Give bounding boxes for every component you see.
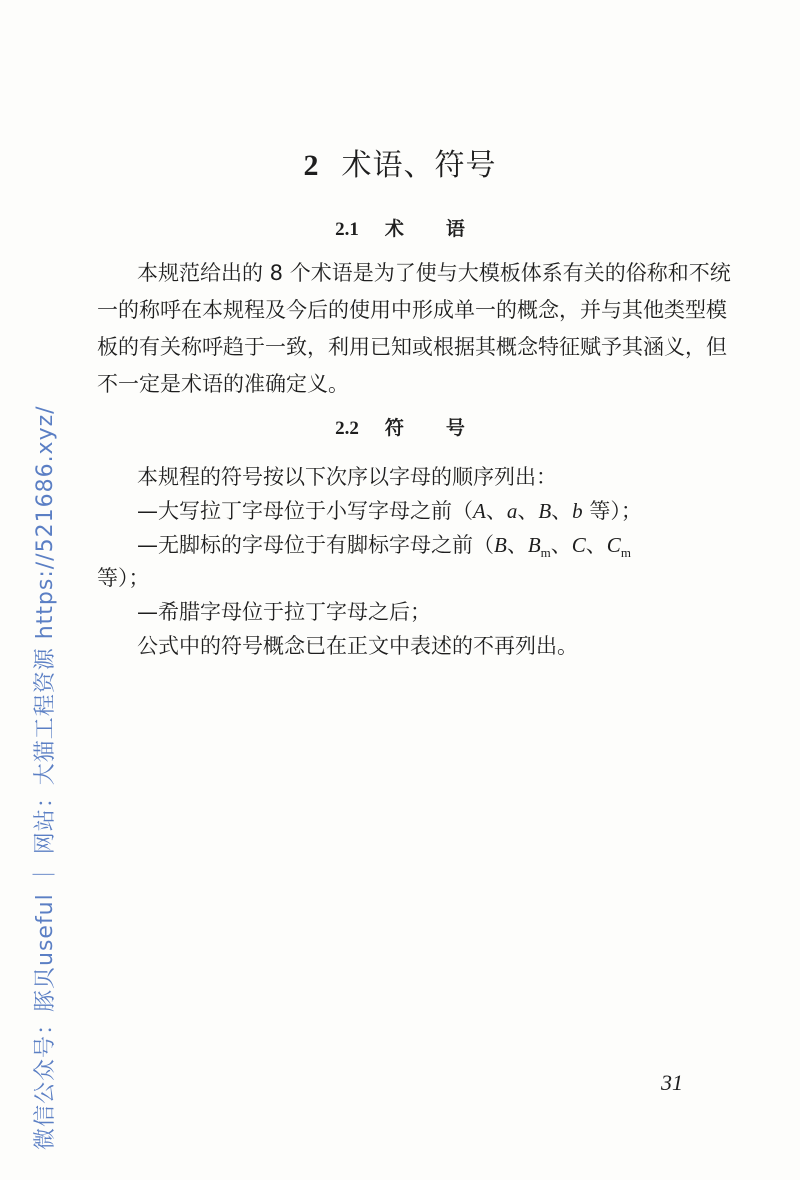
- watermark: 微信公众号：豚贝useful ｜ 网站：大猫工程资源 https://521686.xyz/: [33, 405, 58, 1150]
- letter-B: B: [494, 533, 507, 557]
- section-2-2-heading: [0, 413, 800, 440]
- paragraph-text: 本规范给出的 8 个术语是为了使与大模板体系有关的俗称和不统一的称呼在本规程及今后的使用中形成单一的概念，并与其他类型模板的有关称呼趋于一致，利用已知或根据其概念特征赋予其涵义，但不一定是术语的准确定义。: [97, 261, 731, 396]
- letter-C: C: [571, 533, 586, 557]
- chapter-title: [0, 140, 800, 184]
- letter-a: a: [506, 499, 518, 523]
- separator: 、: [585, 533, 607, 557]
- separator: 、: [550, 533, 572, 557]
- section-title-word-2: 号: [445, 417, 465, 439]
- symbol-rule-3: —希腊字母位于拉丁字母之后；: [137, 600, 431, 624]
- letter-A: A: [473, 499, 486, 523]
- separator: 、: [551, 499, 573, 523]
- section-number: 2.2: [335, 418, 359, 439]
- section-number: 2.1: [335, 219, 359, 240]
- letter-Cm: C: [606, 533, 621, 557]
- symbols-intro: 本规程的符号按以下次序以字母的顺序列出：: [137, 465, 557, 489]
- separator: 、: [506, 533, 528, 557]
- chapter-title-text: 术语、符号: [341, 148, 497, 183]
- section-2-1-heading: [0, 214, 800, 241]
- symbol-rule-2-continued: 等）；: [97, 566, 150, 590]
- chapter-number: 2: [303, 149, 320, 182]
- section-title-word-1: 术: [384, 218, 404, 240]
- rule-text: —大写拉丁字母位于小写字母之前（: [137, 499, 473, 523]
- symbol-rule-1: [137, 496, 757, 526]
- page-number: 31: [661, 1070, 683, 1095]
- letter-B: B: [538, 499, 552, 523]
- subscript-m: m: [620, 545, 631, 561]
- letter-b: b: [572, 499, 583, 523]
- separator: 、: [485, 499, 507, 523]
- subscript-m: m: [540, 545, 551, 561]
- rule-text: —无脚标的字母位于有脚标字母之前（: [137, 533, 494, 557]
- section-title-word-1: 符: [384, 417, 404, 439]
- rule-end: 等）；: [582, 499, 642, 523]
- letter-Bm: B: [527, 533, 541, 557]
- symbol-rule-4: 公式中的符号概念已在正文中表述的不再列出。: [137, 634, 578, 658]
- separator: 、: [517, 499, 539, 523]
- section-2-1-paragraph: [97, 255, 747, 403]
- section-title-word-2: 语: [445, 218, 465, 240]
